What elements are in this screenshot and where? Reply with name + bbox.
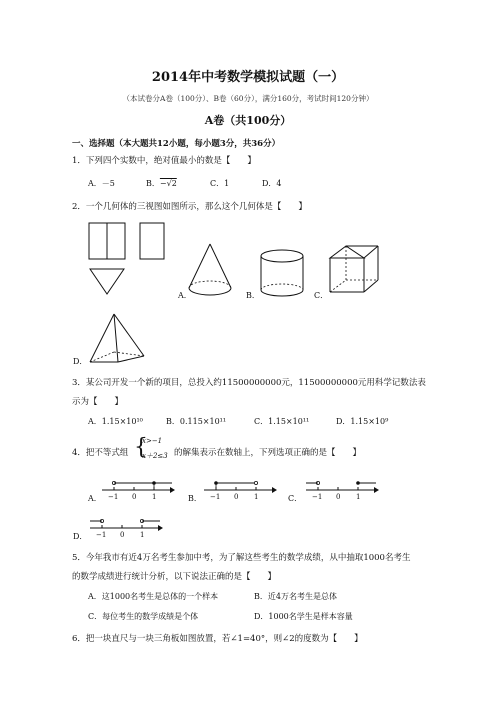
q3-option-a: A．1.15×10¹⁰: [88, 417, 143, 426]
brace-glyph: {: [134, 435, 148, 460]
q2-label-c: C．: [314, 291, 329, 300]
q4-label-a: A．: [88, 494, 102, 503]
q4a-tick-neg1: −1: [108, 493, 119, 501]
q5-option-a: A．这1000名考生是总体的一个样本: [88, 592, 219, 601]
q1-option-d: D．4: [262, 179, 282, 188]
q4a-tick-1: 1: [152, 493, 157, 501]
q4c-tick-0: 0: [336, 493, 341, 501]
q1-option-a: A．－5: [88, 179, 115, 188]
q2-cone-figure: [185, 242, 235, 300]
q4-label-b: B．: [188, 494, 202, 503]
q1-option-b-label: B．: [146, 179, 160, 188]
q4b-tick-1: 1: [254, 493, 259, 501]
q2-pyramid-figure: [88, 312, 148, 366]
q4c-tick-neg1: −1: [312, 493, 323, 501]
question-1-stem: 1．下列四个实数中，绝对值最小的数是【 】: [72, 156, 256, 166]
q4d-tick-1: 1: [140, 531, 145, 539]
q5-option-b: B．近4万名考生是总体: [254, 592, 337, 601]
q4d-tick-neg1: −1: [96, 531, 107, 539]
question-4-stem-prefix: 4．把不等式组: [72, 448, 129, 458]
q2-label-d: D．: [73, 357, 88, 366]
exam-subtitle: （本试卷分A卷（100分）、B卷（60分），满分160分，考试时间120分钟）: [122, 94, 374, 103]
q3-option-d: D．1.15×10⁹: [336, 417, 389, 426]
q4-label-c: C．: [288, 494, 303, 503]
question-5-stem-line2: 的数学成绩进行统计分析，以下说法正确的是【 】: [72, 572, 277, 582]
question-3-stem-line1: 3．某公司开发一个新的项目，总投入约11500000000元，11500000000元用科学记数法表: [72, 378, 426, 388]
q2-prism-figure: [326, 244, 382, 300]
q5-option-c: C．每位考生的数学成绩是个体: [88, 612, 199, 621]
q2-label-b: B．: [246, 291, 260, 300]
q4-inequality-1: x>−1: [142, 437, 163, 445]
question-3-stem-line2: 示为【 】: [72, 397, 124, 407]
q4-label-d: D．: [73, 532, 88, 541]
q4-inequality-2: x＋2≤3: [142, 452, 168, 460]
part-heading: 一、选择题（本大题共12小题，每小题3分，共36分）: [72, 139, 281, 149]
q4c-tick-1: 1: [356, 493, 361, 501]
q4b-tick-neg1: −1: [210, 493, 221, 501]
q4-inequality-system: [134, 434, 170, 464]
q2-label-a: A．: [178, 291, 192, 300]
question-5-stem-line1: 5．今年我市有近4万名考生参加中考，为了解这些考生的数学成绩，从中抽取1000名考生: [72, 553, 411, 563]
q3-option-c: C．1.15×10¹¹: [254, 417, 310, 426]
q1-option-b: [146, 178, 177, 189]
question-4-stem-suffix: 的解集表示在数轴上，下列选项正确的是【 】: [174, 448, 362, 458]
three-views-figure: [88, 222, 173, 296]
q3-option-b: B．0.115×10¹¹: [166, 417, 227, 426]
question-2-stem: 2．一个几何体的三视图如图所示，那么这个几何体是【 】: [72, 202, 307, 212]
exam-title: 2014年中考数学模拟试题（一）: [151, 70, 345, 85]
section-heading: A卷（共100分）: [204, 114, 292, 127]
q1-option-c: C．1: [210, 179, 230, 188]
question-6-stem: 6．把一块直尺与一块三角板如图放置，若∠1=40°，则∠2的度数为【 】: [72, 634, 363, 644]
q1-option-b-expr: −√2: [159, 179, 177, 188]
q4d-tick-0: 0: [120, 531, 125, 539]
q5-option-d: D．1000名学生是样本容量: [254, 612, 353, 621]
q4b-tick-0: 0: [234, 493, 239, 501]
q4a-tick-0: 0: [132, 493, 137, 501]
q2-cylinder-figure: [258, 248, 308, 300]
